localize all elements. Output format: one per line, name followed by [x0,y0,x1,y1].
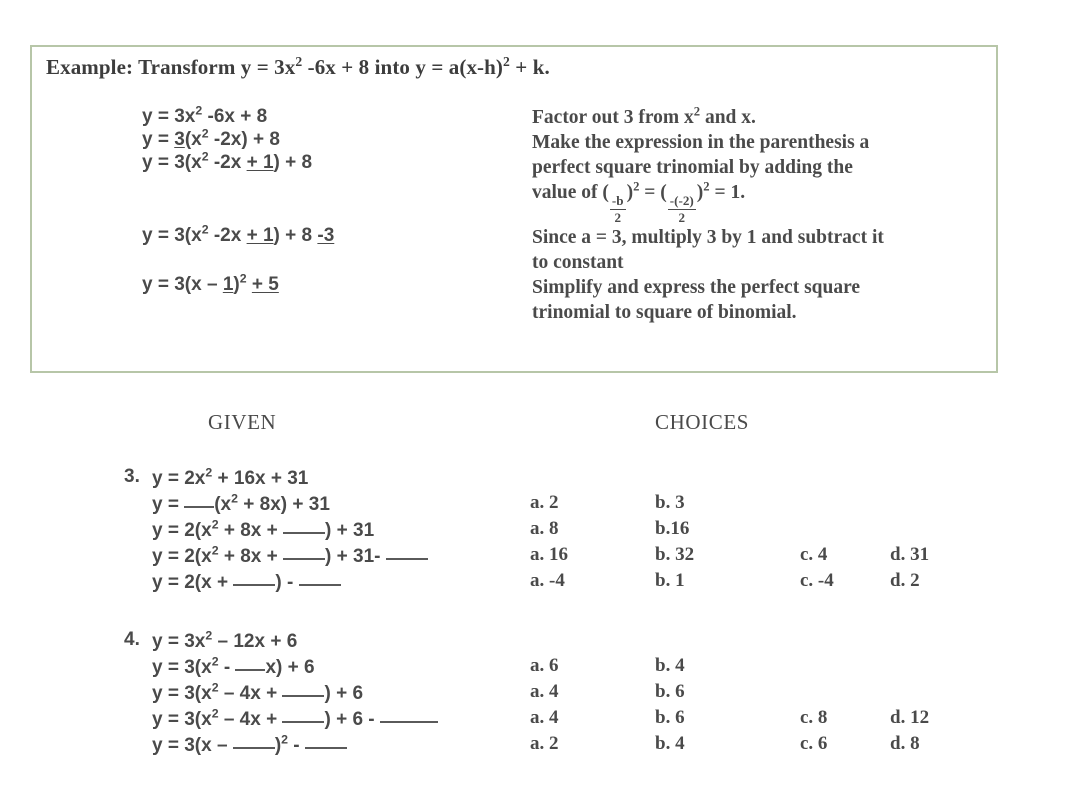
example-note-2-tail-paren: ) [696,182,704,203]
example-note-1-line [532,105,1012,130]
example-note-2-equals: = ( [639,182,667,203]
choice-4-2-b[interactable]: b. 6 [655,681,685,702]
example-note-4-line-2: trinomial to square of binomial. [532,301,797,323]
highlight-h: 1 [222,274,234,295]
given-column-header: GIVEN [208,410,277,434]
choice-row [0,492,1080,518]
example-equation-5: y = 3(x – 1)$^2$ + 5 [142,271,279,295]
exp: 2 [281,732,289,747]
choice-3-4-c[interactable]: c. -4 [800,570,834,591]
fraction-denominator: 2 [614,209,622,225]
example-note-2-line-3 [532,180,1012,225]
question-3-line-4: $y = 2(x^2 + 8x$ + ) + 31- [152,544,492,570]
question-3-line-1: $y = 2x^2 + 16x + 31$ [152,465,309,489]
choice-row [0,518,1080,544]
highlight-added-term: + 1 [246,225,274,246]
choice-4-2-a[interactable]: a. 4 [530,681,559,702]
exp: 2 [201,222,209,237]
spacer [142,247,522,273]
spacer [142,174,522,224]
choice-4-1-b[interactable]: b. 4 [655,655,685,676]
exp: 2 [633,179,640,194]
exp: 2 [239,271,247,286]
example-title-exponent-2: 2 [503,54,510,69]
choice-row [0,570,1080,596]
example-equation-2: $y = 3(x^2$ -2x) + 8 [142,126,280,150]
choice-row [0,544,1080,570]
example-equation-4: $y = 3(x^2$ -2x + 1) + 8 -3 [142,222,335,246]
example-note-2-line-2: perfect square trinomial by adding the [532,157,853,178]
choice-row [0,733,1080,759]
exp: 2 [211,680,219,695]
choice-3-4-b[interactable]: b. 1 [655,570,685,591]
example-note-3 [532,225,1012,275]
question-4-line-5: y = 3(x – )$^2$ - [152,733,492,759]
example-note-1-tail: and x. [700,107,756,128]
exp: 2 [703,179,710,194]
example-equation-column [142,105,522,296]
question-3-line-2: $y = (x^2 + 8x) + 31$ [152,491,330,515]
choice-4-3-a[interactable]: a. 4 [530,707,559,728]
example-note-4-line-1: Simplify and express the perfect square [532,276,861,298]
choice-4-4-c[interactable]: c. 6 [800,733,828,754]
choice-3-3-d[interactable]: d. 31 [890,544,930,565]
example-note-column [532,105,1012,325]
example-note-2-prefix: value of ( [532,182,609,203]
exp: 2 [201,126,209,141]
question-3-choices [0,492,1080,596]
fraction-b-over-2 [610,194,626,225]
example-note-4 [532,275,1012,325]
fraction-numerator: -(-2) [669,193,694,209]
example-title-prefix: Example: Transform y = 3x [46,55,296,79]
choice-3-4-d[interactable]: d. 2 [890,570,920,591]
example-equation-3: $y = 3(x^2$ -2x + 1) + 8 [142,149,313,173]
choice-4-3-d[interactable]: d. 12 [890,707,930,728]
exp: 2 [211,706,219,721]
example-note-1 [532,105,1012,130]
highlight-subtracted-term: -3 [317,225,335,246]
example-note-3-line-2: to constant [532,251,624,273]
fraction-denominator: 2 [678,209,686,225]
exp: 2 [211,517,219,532]
choice-4-1-a[interactable]: a. 6 [530,655,559,676]
choice-4-3-c[interactable]: c. 8 [800,707,828,728]
example-title-middle: -6x + 8 into y = a(x-h) [302,55,504,79]
choice-row [0,707,1080,733]
exp: 2 [195,103,203,118]
choice-3-3-a[interactable]: a. 16 [530,544,568,565]
example-title [46,55,550,80]
exp: 2 [201,149,209,164]
choice-3-1-b[interactable]: b. 3 [655,492,685,513]
highlight-factor: 3 [174,129,185,150]
question-4-number: 4. [124,629,140,650]
choice-3-3-c[interactable]: c. 4 [800,544,828,565]
example-note-2 [532,130,1012,225]
choice-4-4-a[interactable]: a. 2 [530,733,559,754]
question-3-line-5: y = 2(x + ) - [152,570,492,596]
exp: 2 [211,654,219,669]
example-note-2-line-1: Make the expression in the parenthesis a [532,132,870,153]
exp: 2 [205,465,213,480]
question-4-line-2: $y = 3(x^2 - x) + 6$ [152,654,315,678]
example-title-exponent-1: 2 [295,54,303,69]
choice-3-3-b[interactable]: b. 32 [655,544,695,565]
exp: 2 [693,104,701,119]
example-note-1-text: Factor out 3 from x [532,107,694,128]
question-3-number: 3. [124,466,140,487]
question-4-choices [0,655,1080,759]
fraction-numerator: -b [611,193,624,209]
choice-row [0,681,1080,707]
choice-3-2-a[interactable]: a. 8 [530,518,559,539]
fraction-neg2-over-2 [668,194,696,225]
exp: 2 [205,628,213,643]
example-note-3-line-1: Since a = 3, multiply 3 by 1 and subtract it [532,226,884,248]
choice-4-4-d[interactable]: d. 8 [890,733,920,754]
choices-column-header: CHOICES [655,410,750,434]
exp: 2 [211,543,219,558]
choice-3-4-a[interactable]: a. -4 [530,570,565,591]
choice-4-4-b[interactable]: b. 4 [655,733,685,754]
example-note-2-close-paren: ) [626,182,634,203]
highlight-added-term: + 1 [246,152,274,173]
example-equation-1: $y = 3x^2$ -6x + 8 [142,103,268,127]
example-title-suffix: + k. [509,55,550,79]
question-3-line-3: $y = 2(x^2 + 8x$ + ) + 31 [152,517,375,541]
highlight-k: + 5 [251,274,279,295]
choice-4-3-b[interactable]: b. 6 [655,707,685,728]
exp: 2 [231,491,239,506]
question-4-line-3: $y = 3(x^2 - 4x$ + ) + 6 [152,680,364,704]
choice-row [0,655,1080,681]
choice-3-1-a[interactable]: a. 2 [530,492,559,513]
question-4-line-1: $y = 3x^2 - 12x + 6$ [152,628,298,652]
example-note-2-result: = 1. [709,182,746,203]
choice-3-2-b[interactable]: b.16 [655,518,690,539]
example-box [30,45,998,373]
question-4-line-4: $y = 3(x^2 - 4x$ + ) + 6 - [152,707,492,733]
